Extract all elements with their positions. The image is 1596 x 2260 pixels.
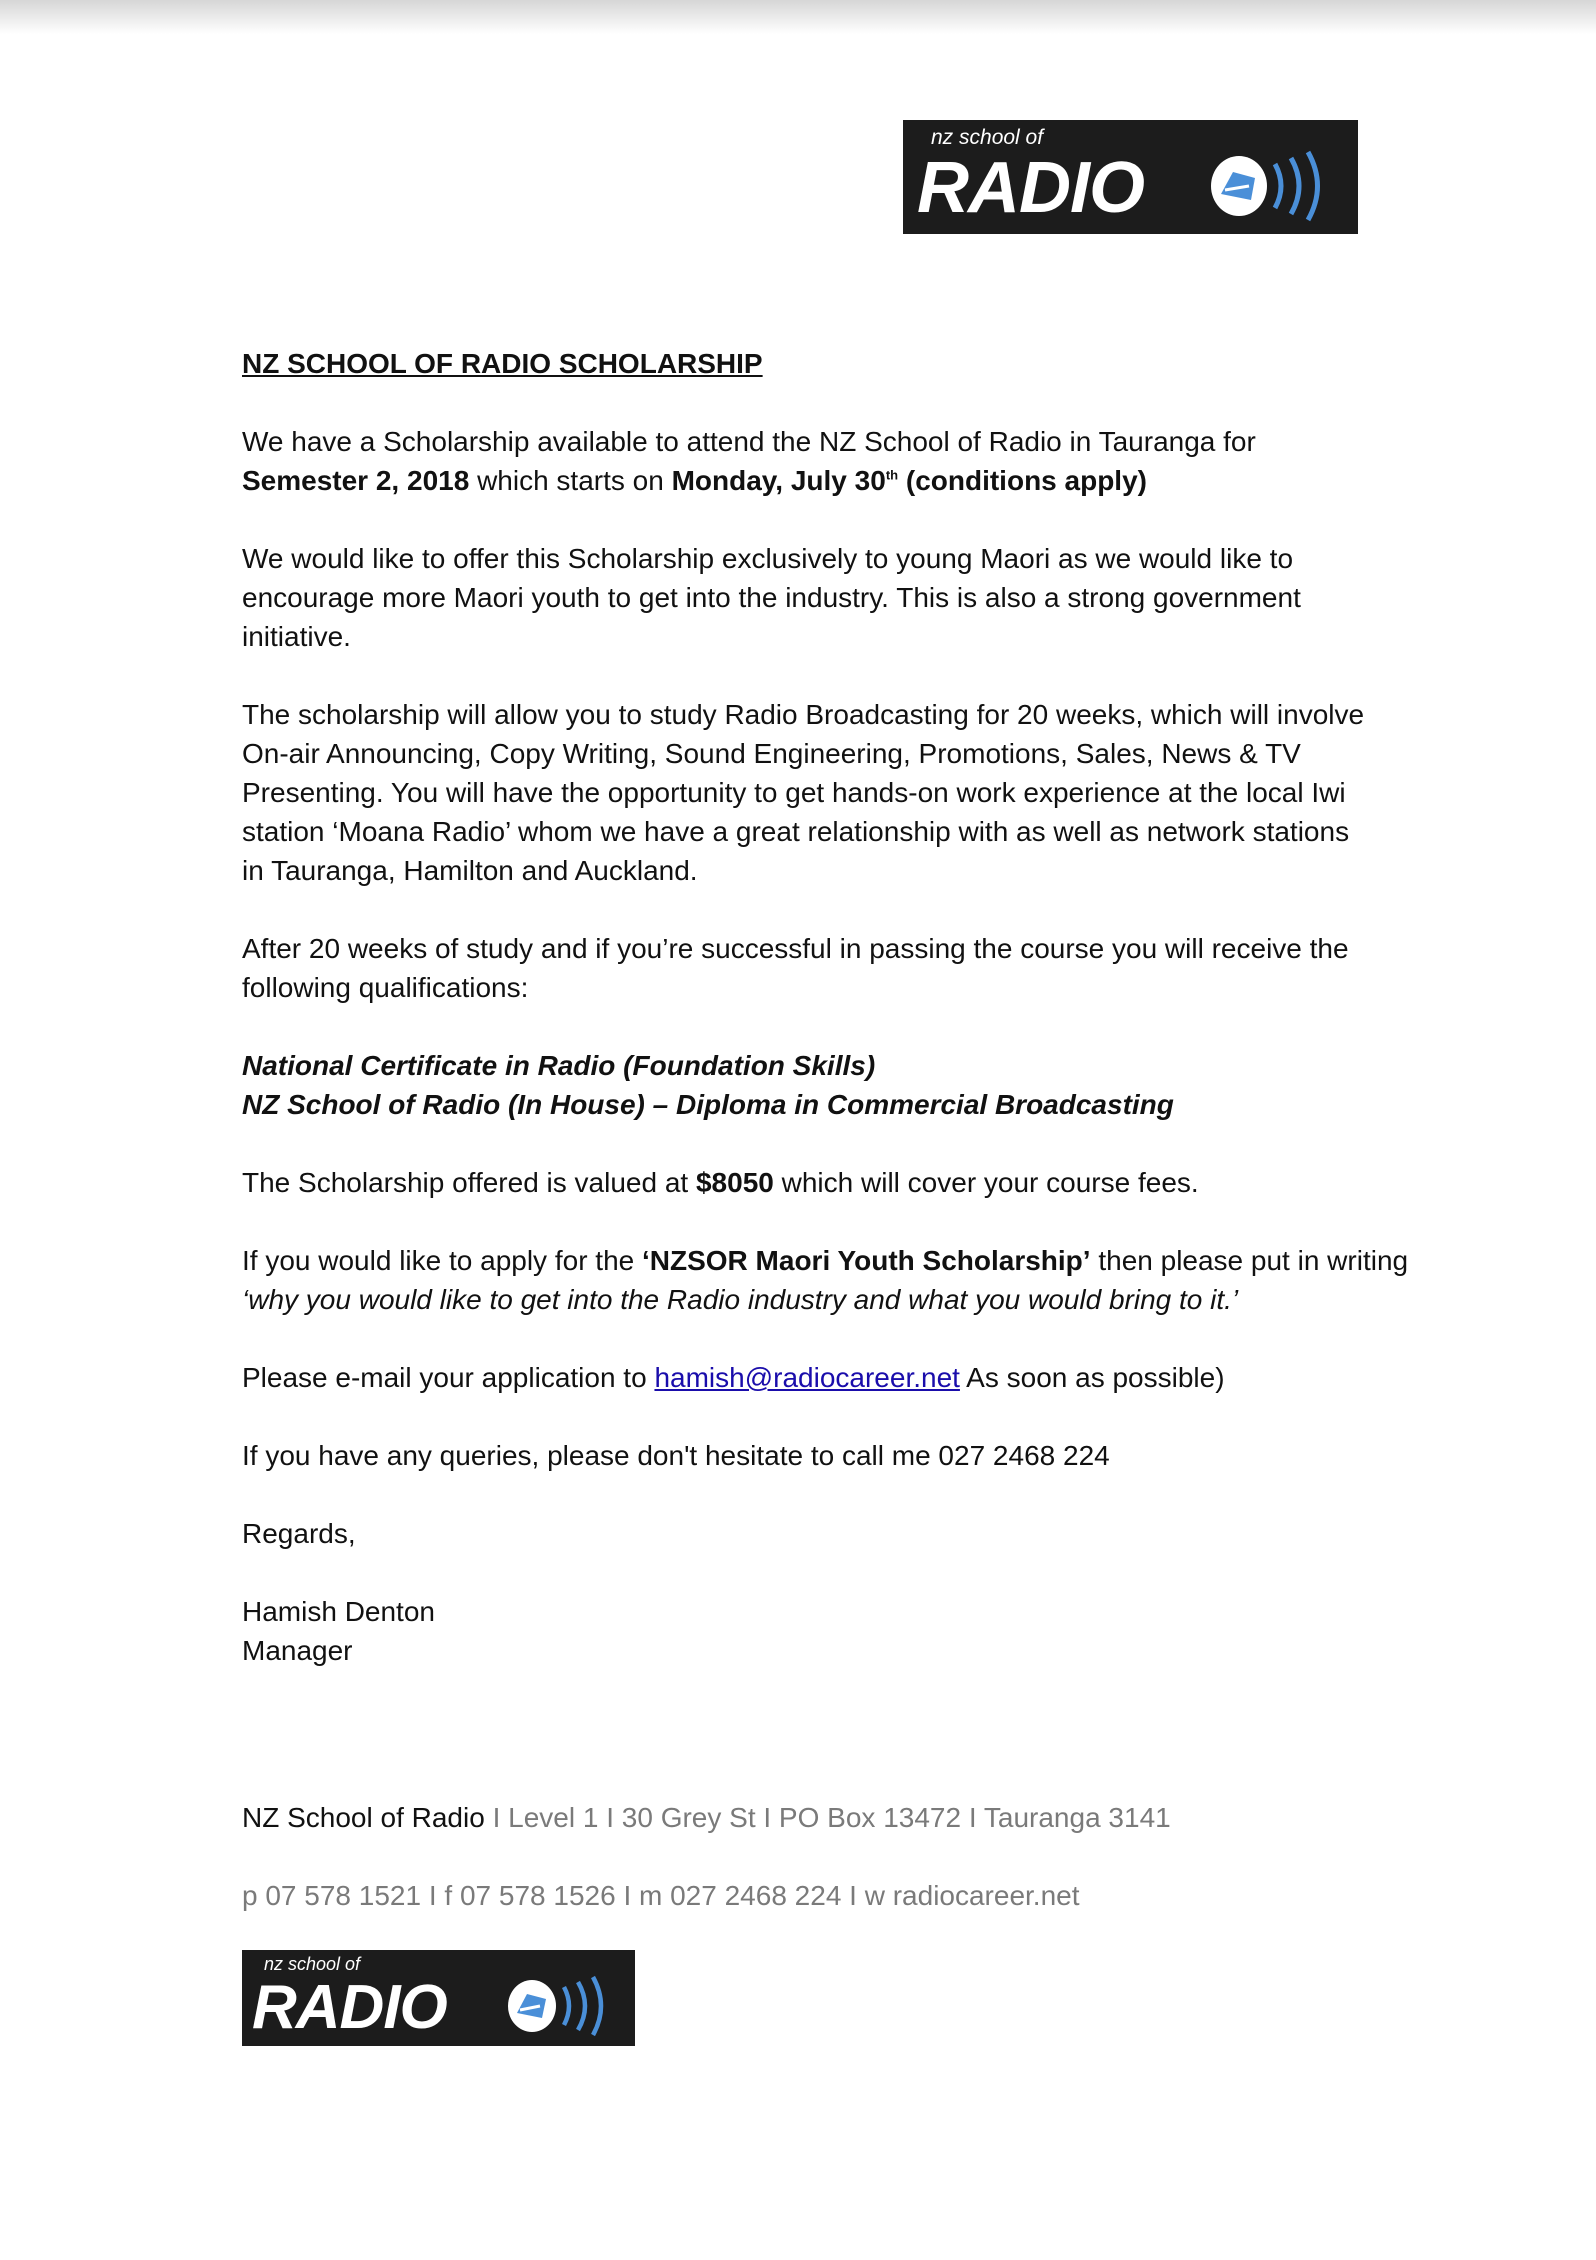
email-link[interactable]: hamish@radiocareer.net [654, 1362, 960, 1393]
logo-main-text: RADIO [252, 1973, 447, 2042]
closing: Regards, [242, 1518, 356, 1549]
qualification-item: National Certificate in Radio (Foundation Skills) [242, 1050, 876, 1081]
apply-paragraph: If you would like to apply for the ‘NZSOR Maori Youth Scholarship’ then please put in writing ‘why you would like to get into the Radio industry and what you would bring to it.’ [242, 1245, 1409, 1315]
letter-body [242, 344, 1442, 1709]
radio-logo-bottom [242, 1950, 635, 2046]
footer-org: NZ School of Radio [242, 1802, 485, 1833]
study-paragraph: The scholarship will allow you to study Radio Broadcasting for 20 weeks, which will involve On-air Announcing, Copy Writing, Sound Engineering, Promotions, Sales, News & TV Presenting. You will have the opportunity to get hands-on work experience at the local Iwi station ‘Moana Radio’ whom we have a great relationship with as well as network stations in Tauranga, Hamilton and Auckland. [242, 699, 1365, 886]
footer-address [242, 1798, 1171, 1837]
value-paragraph: The Scholarship offered is valued at $8050 which will cover your course fees. [242, 1167, 1199, 1198]
email-paragraph: Please e-mail your application to hamish@radiocareer.net As soon as possible) [242, 1362, 1225, 1393]
qualification-item: NZ School of Radio (In House) – Diploma in Commercial Broadcasting [242, 1089, 1174, 1120]
after-study-paragraph: After 20 weeks of study and if you’re successful in passing the course you will receive the following qualifications: [242, 933, 1349, 1003]
radio-wave-icon [508, 1977, 601, 2035]
radio-logo-top [903, 120, 1358, 234]
signer-name: Hamish Denton [242, 1596, 435, 1627]
qualifications-list [242, 1046, 1442, 1124]
footer-contacts: p 07 578 1521 I f 07 578 1526 I m 027 2468 224 I w radiocareer.net [242, 1880, 1080, 1911]
maori-youth-paragraph: We would like to offer this Scholarship exclusively to young Maori as we would like to encourage more Maori youth to get into the industry. This is also a strong government initiative. [242, 543, 1301, 652]
intro-paragraph: We have a Scholarship available to attend the NZ School of Radio in Tauranga for Semester 2, 2018 which starts on Monday, July 30th (conditions apply) [242, 426, 1256, 496]
logo-small-text: nz school of [931, 126, 1044, 149]
radio-wave-icon [1211, 152, 1318, 220]
logo-main-text: RADIO [917, 148, 1144, 228]
letter-heading: NZ SCHOOL OF RADIO SCHOLARSHIP [242, 348, 763, 379]
footer-address-details: I Level 1 I 30 Grey St I PO Box 13472 I Tauranga 3141 [492, 1802, 1171, 1833]
logo-small-text: nz school of [264, 1954, 361, 1974]
queries-paragraph: If you have any queries, please don't hesitate to call me 027 2468 224 [242, 1440, 1110, 1471]
top-shadow [0, 0, 1596, 34]
signer-title: Manager [242, 1635, 353, 1666]
signature-block [242, 1592, 1442, 1670]
